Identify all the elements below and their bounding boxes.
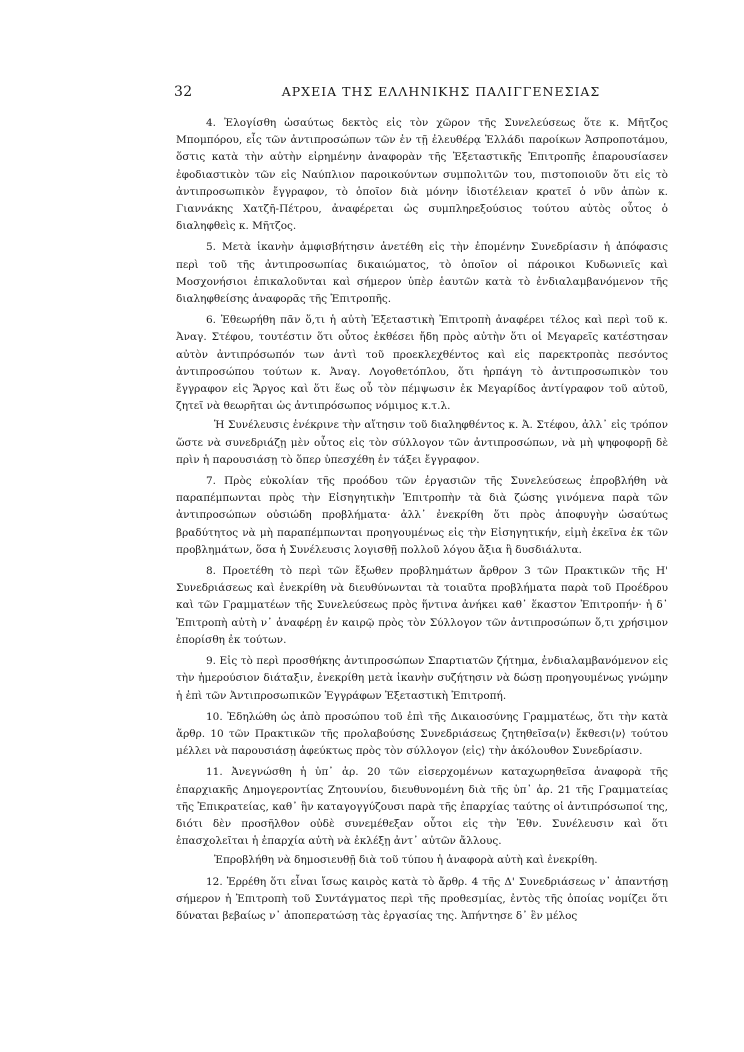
paragraph-4: 4. Ἐλογίσθη ὡσαύτως δεκτὸς εἰς τὸν χῶρον τῆς Συνελεύσεως ὅτε κ. Μῆτζος Μπομπόρου, εἷς τῶν ἀντιπροσώπων τῶν ἐν τῇ ἐλευθέρᾳ Ἑλλάδι παροίκων Ἀσπροποτάμου, ὅστις κατὰ τὴν αὐτὴν εἰρημένην ἀναφορὰν τῆς Ἐξεταστικῆς Ἐπιτροπῆς ἐπαρουσίασεν ἐφοδιαστικὸν τῶν εἰς Ναύπλιον παροικούντων συμπολιτῶν του, πιστοποιοῦν ὅτι εἰς τὸ ἀντιπροσωπικὸν ἔγγραφον, τὸ ὁποῖον διὰ μόνην ἰδιοτέλειαν κρατεῖ ὁ νῦν ἀπὼν κ. Γιαννάκης Χατζῆ-Πέτρου, ἀναφέρεται ὡς συμπληρεξούσιος τούτου αὐτὸς οὗτος ὁ διαληφθεὶς κ. Μῆτζος. [176,117,668,233]
page-number: 32 [174,84,193,100]
paragraph-9: 9. Εἰς τὸ περὶ προσθήκης ἀντιπροσώπων Σπαρτιατῶν ζήτημα, ἐνδιαλαμβανόμενον εἰς τὴν ἡμερούσιον διάταξιν, ἐνεκρίθη μετὰ ἱκανὴν συζήτησιν νὰ δώσῃ προηγουμένως γνώμην ἡ ἐπὶ τῶν Ἀντιπροσωπικῶν Ἐγγράφων Ἐξεταστικὴ Ἐπιτροπή. [176,655,668,702]
paragraph-10: 10. Ἐδηλώθη ὡς ἀπὸ προσώπου τοῦ ἐπὶ τῆς Δικαιοσύνης Γραμματέως, ὅτι τὴν κατὰ ἄρθρ. 10 τῶν Πρακτικῶν τῆς προλαβούσης Συνεδριάσεως ζητηθεῖσα⟨ν⟩ ἔκθεσι⟨ν⟩ τούτου μέλλει νὰ παρουσιάσῃ ἀφεύκτως πρὸς τὸν σύλλογον ⟨εἰς⟩ τὴν ἀκόλουθον Συνεδρίασιν. [176,710,668,758]
paragraph-8: 8. Προετέθη τὸ περὶ τῶν ἔξωθεν προβλημάτων ἄρθρον 3 τῶν Πρακτικῶν τῆς Η' Συνεδριάσεως καὶ ἐνεκρίθη νὰ διευθύνωνται τὰ τοιαῦτα προβλήματα παρὰ τοῦ Προέδρου καὶ τῶν Γραμματέων τῆς Συνελεύσεως πρὸς ἥντινα ἀνήκει καθ᾽ ἕκαστον Ἐπιτροπήν· ἡ δ᾽ Ἐπιτροπὴ αὐτὴ ν᾽ ἀναφέρῃ ἐν καιρῷ πρὸς τὸν Σύλλογον τῶν ἀντιπροσώπων ὅ,τι χρήσιμον ἐπορίσθη ἐκ τούτων. [176,565,668,646]
running-title: ΑΡΧΕΙΑ ΤΗΣ ΕΛΛΗΝΙΚΗΣ ΠΑΛΙΓΓΕΝΕΣΙΑΣ [281,84,601,99]
paragraph-6: 6. Ἐθεωρήθη πᾶν ὅ,τι ἡ αὐτὴ Ἐξεταστικὴ Ἐπιτροπὴ ἀναφέρει τέλος καὶ περὶ τοῦ κ. Ἀναγ. Στέφου, τουτέστιν ὅτι οὗτος ἐκθέσει ἤδη πρὸς αὐτὴν ὅτι οἱ Μεγαρεῖς κατέστησαν αὐτὸν ἀντιπρόσωπόν των ἀντὶ τοῦ προεκλεχθέντος καὶ εἰς παρεκτροπὰς πεσόντος ἀντιπροσώπου τούτων κ. Ἀναγ. Λογοθετόπλου, ὅτι ἡρπάγη τὸ ἀντιπροσωπικὸν του ἔγγραφον εἰς Ἄργος καὶ ὅτι ἕως οὗ τὸν πέμψωσιν ἐκ Μεγαρίδος ἀντίγραφον τοῦ αὐτοῦ, ζητεῖ νὰ θεωρῆται ὡς ἀντιπρόσωπος νόμιμος κ.τ.λ. [176,314,668,413]
paragraph-11-resolution: Ἐπροβλήθη νὰ δημοσιευθῇ διὰ τοῦ τύπου ἡ ἀναφορὰ αὐτὴ καὶ ἐνεκρίθη. [214,854,598,867]
page-header [174,84,668,104]
paragraph-6-resolution: Ἡ Συνέλευσις ἐνέκρινε τὴν αἴτησιν τοῦ διαληφθέντος κ. Ἀ. Στέφου, ἀλλ᾽ εἰς τρόπον ὥστε νὰ συνεδριάζῃ μὲν οὗτος εἰς τὸν σύλλογον τῶν ἀντιπροσώπων, νὰ μὴ ψηφοφορῇ δὲ πρὶν ἡ παρουσιάσῃ τὸ ὅπερ ὑπεσχέθη ἐν τάξει ἔγγραφον. [176,419,668,466]
paragraph-12: 12. Ἐρρέθη ὅτι εἶναι ἴσως καιρὸς κατὰ τὸ ἄρθρ. 4 τῆς Δ' Συνεδριάσεως ν᾽ ἀπαντήσῃ σήμερον ἡ Ἐπιτροπὴ τοῦ Συντάγματος περὶ τῆς προθεσμίας, ἐντὸς τῆς ὁποίας νομίζει ὅτι δύναται βεβαίως ν᾽ ἀποπερατώσῃ τὰς ἐργασίας της. Ἀπήντησε δ᾽ ἓν μέλος [176,875,668,922]
paragraph-7: 7. Πρὸς εὐκολίαν τῆς προόδου τῶν ἐργασιῶν τῆς Συνελεύσεως ἐπροβλήθη νὰ παραπέμπωνται πρὸς τὴν Εἰσηγητικὴν Ἐπιτροπὴν τὰ διὰ ζώσης γινόμενα παρὰ τῶν ἀντιπροσώπων οὐσιώδη προβλήματα· ἀλλ᾽ ἐνεκρίθη ὅτι πρὸς ἀποφυγὴν ὡσαύτως βραδύτητος νὰ μὴ παραπέμπωνται προηγουμένως εἰς τὴν Εἰσηγητικήν, εἰμὴ ἐκεῖνα ἐκ τῶν προβλημάτων, ὅσα ἡ Συνέλευσις λογισθῇ πολλοῦ λόγου ἄξια ἢ δυσδιάλυτα. [176,475,668,556]
paragraph-5: 5. Μετὰ ἱκανὴν ἀμφισβήτησιν ἀνετέθη εἰς τὴν ἐπομένην Συνεδρίασιν ἡ ἀπόφασις περὶ τοῦ τῆς ἀντιπροσωπίας δικαιώματος, τὸ ὁποῖον οἱ πάροικοι Κυδωνιεῖς καὶ Μοσχονήσιοι ἐπικαλοῦνται καὶ σήμερον ὑπὲρ ἑαυτῶν κατὰ τὸ ἐνδιαλαμβανόμενον τῆς διαληφθείσης ἀναφορᾶς τῆς Ἐπιτροπῆς. [176,241,668,306]
document-body [176,115,668,929]
paragraph-11: 11. Ἀνεγνώσθη ἡ ὑπ᾽ ἀρ. 20 τῶν εἰσερχομένων καταχωρηθεῖσα ἀναφορὰ τῆς ἐπαρχιακῆς Δημογεροντίας Ζητουνίου, διευθυνομένη διὰ τῆς ὑπ᾽ ἀρ. 21 τῆς Γραμματείας τῆς Ἐπικρατείας, καθ᾽ ἣν καταγογγύζουσι παρὰ τῆς ἐπαρχίας ταύτης οἱ ἀντιπρόσωποί της, διότι δὲν προσῆλθον οὐδὲ συνεμέθεξαν οὗτοι εἰς τὴν Ἐθν. Συνέλευσιν καὶ ὅτι ἐπασχολεῖται ἡ ἐπαρχία αὐτὴ νὰ ἐκλέξῃ ἀντ᾽ αὐτῶν ἄλλους. [176,766,668,848]
